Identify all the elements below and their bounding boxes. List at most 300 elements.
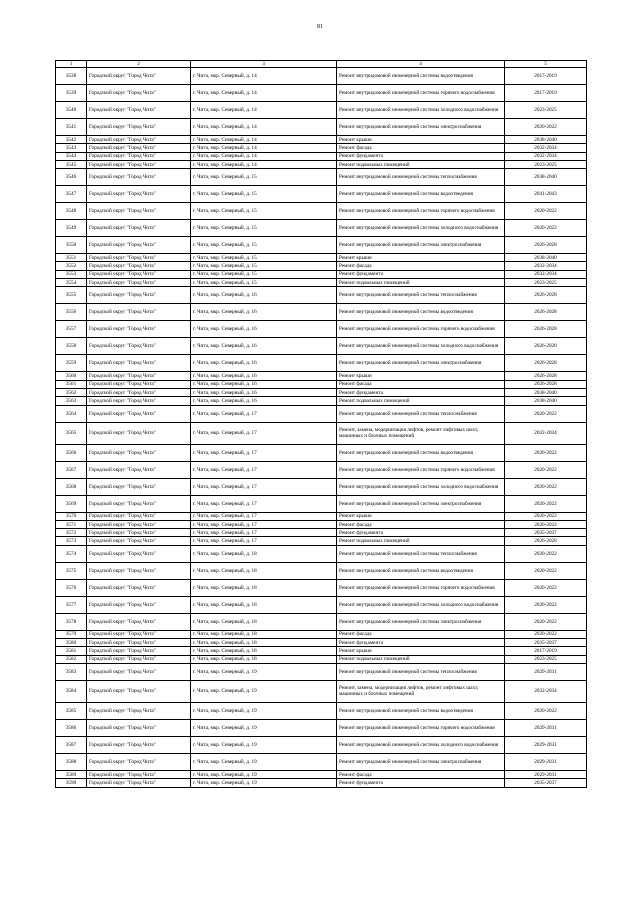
table-row [56,630,587,638]
work-type-cell: Ремонт внутридомовой инженерной системы теплоснабжения [337,405,505,422]
table-row [56,102,587,119]
row-number-cell: 3579 [56,630,87,638]
table-row [56,160,587,168]
table-row [56,270,587,278]
address-cell: г. Чита, мкр. Северный, д. 15 [191,237,337,254]
municipality-cell: Городской округ "Город Чита" [87,444,191,461]
row-number-cell: 3580 [56,639,87,647]
table-row [56,562,587,579]
row-number-cell: 3560 [56,372,87,380]
table-row [56,639,587,647]
period-cell: 2020-2022 [505,478,587,495]
table-row [56,422,587,444]
period-cell: 2026-2028 [505,338,587,355]
period-cell: 2023-2025 [505,279,587,287]
municipality-cell: Городской округ "Город Чита" [87,254,191,262]
address-cell: г. Чита, мкр. Северный, д. 16 [191,338,337,355]
work-type-cell: Ремонт фундамента [337,639,505,647]
period-cell: 2026-2028 [505,355,587,372]
address-cell: г. Чита, мкр. Северный, д. 16 [191,304,337,321]
address-cell: г. Чита, мкр. Северный, д. 14 [191,85,337,102]
row-number-cell: 3575 [56,562,87,579]
row-number-cell: 3574 [56,545,87,562]
row-number-cell: 3566 [56,444,87,461]
table-row [56,495,587,512]
municipality-cell: Городской округ "Город Чита" [87,680,191,702]
table-row [56,287,587,304]
address-cell: г. Чита, мкр. Северный, д. 16 [191,397,337,405]
table-row [56,203,587,220]
table-row [56,68,587,85]
period-cell: 2020-2022 [505,613,587,630]
work-type-cell: Ремонт внутридомовой инженерной системы горячего водоснабжения [337,719,505,736]
work-type-cell: Ремонт фасада [337,262,505,270]
address-cell: г. Чита, мкр. Северный, д. 17 [191,422,337,444]
work-type-cell: Ремонт внутридомовой инженерной системы электроснабжения [337,495,505,512]
address-cell: г. Чита, мкр. Северный, д. 15 [191,186,337,203]
table-row [56,380,587,388]
table-row [56,372,587,380]
work-type-cell: Ремонт внутридомовой инженерной системы водоотведения [337,68,505,85]
table-row [56,779,587,787]
period-cell: 2020-2022 [505,702,587,719]
table-row [56,478,587,495]
row-number-cell: 3584 [56,680,87,702]
period-cell: 2035-2037 [505,639,587,647]
municipality-cell: Городской округ "Город Чита" [87,287,191,304]
table-row [56,136,587,144]
period-cell: 2038-2040 [505,136,587,144]
municipality-cell: Городской округ "Город Чита" [87,397,191,405]
address-cell: г. Чита, мкр. Северный, д. 19 [191,753,337,770]
municipality-cell: Городской округ "Город Чита" [87,537,191,545]
period-cell: 2026-2028 [505,321,587,338]
work-type-cell: Ремонт крыши [337,647,505,655]
row-number-cell: 3553 [56,270,87,278]
address-cell: г. Чита, мкр. Северный, д. 17 [191,478,337,495]
municipality-cell: Городской округ "Город Чита" [87,321,191,338]
municipality-cell: Городской округ "Город Чита" [87,372,191,380]
table-row [56,338,587,355]
municipality-cell: Городской округ "Город Чита" [87,144,191,152]
period-cell: 2032-2034 [505,270,587,278]
table-row [56,388,587,396]
municipality-cell: Городской округ "Город Чита" [87,136,191,144]
municipality-cell: Городской округ "Город Чита" [87,102,191,119]
period-cell: 2020-2022 [505,495,587,512]
work-type-cell: Ремонт фундамента [337,779,505,787]
period-cell: 2029-2031 [505,753,587,770]
row-number-cell: 3550 [56,237,87,254]
work-type-cell: Ремонт фасада [337,520,505,528]
municipality-cell: Городской округ "Город Чита" [87,355,191,372]
period-cell: 2020-2022 [505,520,587,528]
address-cell: г. Чита, мкр. Северный, д. 15 [191,203,337,220]
column-header: 4 [337,61,505,68]
period-cell: 2032-2034 [505,422,587,444]
table-row [56,461,587,478]
work-type-cell: Ремонт внутридомовой инженерной системы горячего водоснабжения [337,85,505,102]
row-number-cell: 3548 [56,203,87,220]
row-number-cell: 3578 [56,613,87,630]
address-cell: г. Чита, мкр. Северный, д. 19 [191,770,337,778]
municipality-cell: Городской округ "Город Чита" [87,338,191,355]
period-cell: 2023-2025 [505,160,587,168]
period-cell: 2017-2019 [505,85,587,102]
address-cell: г. Чита, мкр. Северный, д. 15 [191,279,337,287]
municipality-cell: Городской округ "Город Чита" [87,262,191,270]
row-number-cell: 3551 [56,254,87,262]
address-cell: г. Чита, мкр. Северный, д. 18 [191,579,337,596]
period-cell: 2032-2034 [505,144,587,152]
work-type-cell: Ремонт внутридомовой инженерной системы горячего водоснабжения [337,579,505,596]
period-cell: 2017-2019 [505,68,587,85]
table-row [56,680,587,702]
municipality-cell: Городской округ "Город Чита" [87,520,191,528]
row-number-cell: 3563 [56,397,87,405]
row-number-cell: 3540 [56,102,87,119]
work-type-cell: Ремонт фасада [337,770,505,778]
table-row [56,545,587,562]
municipality-cell: Городской округ "Город Чита" [87,422,191,444]
column-header: 3 [191,61,337,68]
row-number-cell: 3582 [56,655,87,663]
address-cell: г. Чита, мкр. Северный, д. 17 [191,529,337,537]
period-cell: 2023-2025 [505,655,587,663]
work-type-cell: Ремонт внутридомовой инженерной системы теплоснабжения [337,663,505,680]
municipality-cell: Городской округ "Город Чита" [87,380,191,388]
row-number-cell: 3565 [56,422,87,444]
period-cell: 2038-2040 [505,254,587,262]
row-number-cell: 3556 [56,304,87,321]
row-number-cell: 3554 [56,279,87,287]
row-number-cell: 3567 [56,461,87,478]
municipality-cell: Городской округ "Город Чита" [87,405,191,422]
period-cell: 2041-2043 [505,186,587,203]
table-row [56,529,587,537]
row-number-cell: 3559 [56,355,87,372]
row-number-cell: 3577 [56,596,87,613]
address-cell: г. Чита, мкр. Северный, д. 16 [191,355,337,372]
row-number-cell: 3569 [56,495,87,512]
period-cell: 2020-2022 [505,405,587,422]
municipality-cell: Городской округ "Город Чита" [87,663,191,680]
work-type-cell: Ремонт подвальных помещений [337,160,505,168]
address-cell: г. Чита, мкр. Северный, д. 14 [191,119,337,136]
address-cell: г. Чита, мкр. Северный, д. 18 [191,596,337,613]
row-number-cell: 3588 [56,753,87,770]
period-cell: 2029-2031 [505,736,587,753]
work-type-cell: Ремонт внутридомовой инженерной системы водоотведения [337,444,505,461]
address-cell: г. Чита, мкр. Северный, д. 19 [191,663,337,680]
period-cell: 2020-2022 [505,512,587,520]
period-cell: 2026-2028 [505,237,587,254]
work-type-cell: Ремонт внутридомовой инженерной системы водоотведения [337,186,505,203]
row-number-cell: 3564 [56,405,87,422]
period-cell: 2020-2022 [505,562,587,579]
address-cell: г. Чита, мкр. Северный, д. 19 [191,779,337,787]
work-type-cell: Ремонт внутридомовой инженерной системы теплоснабжения [337,169,505,186]
row-number-cell: 3583 [56,663,87,680]
row-number-cell: 3558 [56,338,87,355]
row-number-cell: 3544 [56,152,87,160]
row-number-cell: 3539 [56,85,87,102]
municipality-cell: Городской округ "Город Чита" [87,753,191,770]
period-cell: 2035-2037 [505,529,587,537]
municipality-cell: Городской округ "Город Чита" [87,545,191,562]
work-type-cell: Ремонт внутридомовой инженерной системы холодного водоснабжения [337,736,505,753]
work-type-cell: Ремонт внутридомовой инженерной системы электроснабжения [337,355,505,372]
period-cell: 2032-2034 [505,680,587,702]
municipality-cell: Городской округ "Город Чита" [87,770,191,778]
period-cell: 2020-2022 [505,203,587,220]
period-cell: 2026-2028 [505,537,587,545]
municipality-cell: Городской округ "Город Чита" [87,702,191,719]
work-type-cell: Ремонт внутридомовой инженерной системы холодного водоснабжения [337,596,505,613]
work-type-cell: Ремонт внутридомовой инженерной системы холодного водоснабжения [337,478,505,495]
municipality-cell: Городской округ "Город Чита" [87,203,191,220]
address-cell: г. Чита, мкр. Северный, д. 19 [191,702,337,719]
municipality-cell: Городской округ "Город Чита" [87,613,191,630]
row-number-cell: 3555 [56,287,87,304]
table-row [56,647,587,655]
municipality-cell: Городской округ "Город Чита" [87,596,191,613]
municipality-cell: Городской округ "Город Чита" [87,152,191,160]
work-type-cell: Ремонт внутридомовой инженерной системы холодного водоснабжения [337,338,505,355]
table-row [56,262,587,270]
work-type-cell: Ремонт внутридомовой инженерной системы водоотведения [337,562,505,579]
address-cell: г. Чита, мкр. Северный, д. 14 [191,144,337,152]
address-cell: г. Чита, мкр. Северный, д. 15 [191,262,337,270]
address-cell: г. Чита, мкр. Северный, д. 16 [191,372,337,380]
municipality-cell: Городской округ "Город Чита" [87,495,191,512]
address-cell: г. Чита, мкр. Северный, д. 18 [191,562,337,579]
period-cell: 2026-2028 [505,304,587,321]
row-number-cell: 3571 [56,520,87,528]
row-number-cell: 3589 [56,770,87,778]
period-cell: 2020-2022 [505,461,587,478]
work-type-cell: Ремонт, замена, модернизация лифтов, ремонт лифтовых шахт, машинных и блочных помещений [337,680,505,702]
address-cell: г. Чита, мкр. Северный, д. 17 [191,444,337,461]
table-row [56,152,587,160]
address-cell: г. Чита, мкр. Северный, д. 15 [191,270,337,278]
table-row [56,444,587,461]
municipality-cell: Городской округ "Город Чита" [87,719,191,736]
municipality-cell: Городской округ "Город Чита" [87,169,191,186]
address-cell: г. Чита, мкр. Северный, д. 19 [191,736,337,753]
work-type-cell: Ремонт крыши [337,136,505,144]
table-row [56,304,587,321]
table-row [56,702,587,719]
address-cell: г. Чита, мкр. Северный, д. 17 [191,405,337,422]
period-cell: 2032-2034 [505,152,587,160]
work-type-cell: Ремонт фундамента [337,270,505,278]
address-cell: г. Чита, мкр. Северный, д. 16 [191,321,337,338]
period-cell: 2020-2022 [505,630,587,638]
table-row [56,397,587,405]
row-number-cell: 3576 [56,579,87,596]
work-type-cell: Ремонт фасада [337,380,505,388]
municipality-cell: Городской округ "Город Чита" [87,388,191,396]
page-number: 81 [317,24,323,30]
table-row [56,719,587,736]
work-type-cell: Ремонт фасада [337,630,505,638]
address-cell: г. Чита, мкр. Северный, д. 14 [191,160,337,168]
table-row [56,220,587,237]
table-row [56,279,587,287]
address-cell: г. Чита, мкр. Северный, д. 17 [191,537,337,545]
period-cell: 2020-2022 [505,119,587,136]
work-type-cell: Ремонт крыши [337,372,505,380]
work-type-cell: Ремонт внутридомовой инженерной системы теплоснабжения [337,545,505,562]
period-cell: 2035-2037 [505,779,587,787]
table-row [56,321,587,338]
work-type-cell: Ремонт внутридомовой инженерной системы водоотведения [337,702,505,719]
row-number-cell: 3573 [56,537,87,545]
row-number-cell: 3549 [56,220,87,237]
work-type-cell: Ремонт внутридомовой инженерной системы водоотведения [337,304,505,321]
period-cell: 2029-2031 [505,663,587,680]
municipality-cell: Городской округ "Город Чита" [87,220,191,237]
repair-schedule-table [55,60,587,788]
address-cell: г. Чита, мкр. Северный, д. 18 [191,613,337,630]
row-number-cell: 3541 [56,119,87,136]
period-cell: 2026-2028 [505,372,587,380]
table-body [56,61,587,788]
period-cell: 2020-2022 [505,579,587,596]
period-cell: 2029-2031 [505,719,587,736]
table-row [56,237,587,254]
period-cell: 2026-2028 [505,287,587,304]
municipality-cell: Городской округ "Город Чита" [87,655,191,663]
work-type-cell: Ремонт фундамента [337,152,505,160]
work-type-cell: Ремонт, замена, модернизация лифтов, ремонт лифтовых шахт, машинных и блочных помещений [337,422,505,444]
row-number-cell: 3562 [56,388,87,396]
row-number-cell: 3546 [56,169,87,186]
work-type-cell: Ремонт фундамента [337,388,505,396]
table-row [56,119,587,136]
address-cell: г. Чита, мкр. Северный, д. 19 [191,680,337,702]
work-type-cell: Ремонт внутридомовой инженерной системы холодного водоснабжения [337,220,505,237]
period-cell: 2038-2040 [505,397,587,405]
address-cell: г. Чита, мкр. Северный, д. 14 [191,136,337,144]
municipality-cell: Городской округ "Город Чита" [87,270,191,278]
work-type-cell: Ремонт внутридомовой инженерной системы горячего водоснабжения [337,321,505,338]
address-cell: г. Чита, мкр. Северный, д. 16 [191,287,337,304]
row-number-cell: 3561 [56,380,87,388]
table-row [56,579,587,596]
address-cell: г. Чита, мкр. Северный, д. 18 [191,655,337,663]
municipality-cell: Городской округ "Город Чита" [87,512,191,520]
address-cell: г. Чита, мкр. Северный, д. 16 [191,380,337,388]
period-cell: 2038-2040 [505,388,587,396]
address-cell: г. Чита, мкр. Северный, д. 17 [191,461,337,478]
table-row [56,85,587,102]
address-cell: г. Чита, мкр. Северный, д. 18 [191,647,337,655]
row-number-cell: 3586 [56,719,87,736]
work-type-cell: Ремонт внутридомовой инженерной системы электроснабжения [337,753,505,770]
address-cell: г. Чита, мкр. Северный, д. 17 [191,520,337,528]
address-cell: г. Чита, мкр. Северный, д. 18 [191,630,337,638]
municipality-cell: Городской округ "Город Чита" [87,119,191,136]
municipality-cell: Городской округ "Город Чита" [87,279,191,287]
municipality-cell: Городской округ "Город Чита" [87,779,191,787]
table-row [56,613,587,630]
municipality-cell: Городской округ "Город Чита" [87,647,191,655]
period-cell: 2029-2031 [505,770,587,778]
table-row [56,512,587,520]
municipality-cell: Городской округ "Город Чита" [87,562,191,579]
address-cell: г. Чита, мкр. Северный, д. 14 [191,102,337,119]
table-row [56,736,587,753]
row-number-cell: 3552 [56,262,87,270]
address-cell: г. Чита, мкр. Северный, д. 17 [191,495,337,512]
address-cell: г. Чита, мкр. Северный, д. 16 [191,388,337,396]
table-row [56,355,587,372]
period-cell: 2020-2022 [505,220,587,237]
table-row [56,169,587,186]
period-cell: 2020-2022 [505,596,587,613]
table-row [56,405,587,422]
address-cell: г. Чита, мкр. Северный, д. 15 [191,169,337,186]
table-row [56,655,587,663]
row-number-cell: 3542 [56,136,87,144]
municipality-cell: Городской округ "Город Чита" [87,630,191,638]
work-type-cell: Ремонт подвальных помещений [337,279,505,287]
municipality-cell: Городской округ "Город Чита" [87,237,191,254]
table-row [56,186,587,203]
header-row [56,61,587,68]
work-type-cell: Ремонт внутридомовой инженерной системы горячего водоснабжения [337,461,505,478]
municipality-cell: Городской округ "Город Чита" [87,160,191,168]
work-type-cell: Ремонт внутридомовой инженерной системы горячего водоснабжения [337,203,505,220]
row-number-cell: 3581 [56,647,87,655]
work-type-cell: Ремонт внутридомовой инженерной системы холодного водоснабжения [337,102,505,119]
row-number-cell: 3538 [56,68,87,85]
row-number-cell: 3545 [56,160,87,168]
address-cell: г. Чита, мкр. Северный, д. 14 [191,152,337,160]
work-type-cell: Ремонт внутридомовой инженерной системы электроснабжения [337,237,505,254]
period-cell: 2038-2040 [505,169,587,186]
row-number-cell: 3570 [56,512,87,520]
municipality-cell: Городской округ "Город Чита" [87,529,191,537]
address-cell: г. Чита, мкр. Северный, д. 19 [191,719,337,736]
work-type-cell: Ремонт фундамента [337,529,505,537]
municipality-cell: Городской округ "Город Чита" [87,579,191,596]
address-cell: г. Чита, мкр. Северный, д. 14 [191,68,337,85]
work-type-cell: Ремонт внутридомовой инженерной системы электроснабжения [337,119,505,136]
municipality-cell: Городской округ "Город Чита" [87,85,191,102]
row-number-cell: 3585 [56,702,87,719]
address-cell: г. Чита, мкр. Северный, д. 15 [191,254,337,262]
period-cell: 2032-2034 [505,262,587,270]
address-cell: г. Чита, мкр. Северный, д. 18 [191,639,337,647]
column-header: 5 [505,61,587,68]
table-row [56,753,587,770]
table-row [56,596,587,613]
work-type-cell: Ремонт фасада [337,144,505,152]
table-row [56,144,587,152]
table-row [56,537,587,545]
municipality-cell: Городской округ "Город Чита" [87,478,191,495]
address-cell: г. Чита, мкр. Северный, д. 15 [191,220,337,237]
period-cell: 2020-2022 [505,444,587,461]
work-type-cell: Ремонт внутридомовой инженерной системы электроснабжения [337,613,505,630]
municipality-cell: Городской округ "Город Чита" [87,736,191,753]
period-cell: 2020-2022 [505,545,587,562]
work-type-cell: Ремонт крыши [337,254,505,262]
address-cell: г. Чита, мкр. Северный, д. 18 [191,545,337,562]
